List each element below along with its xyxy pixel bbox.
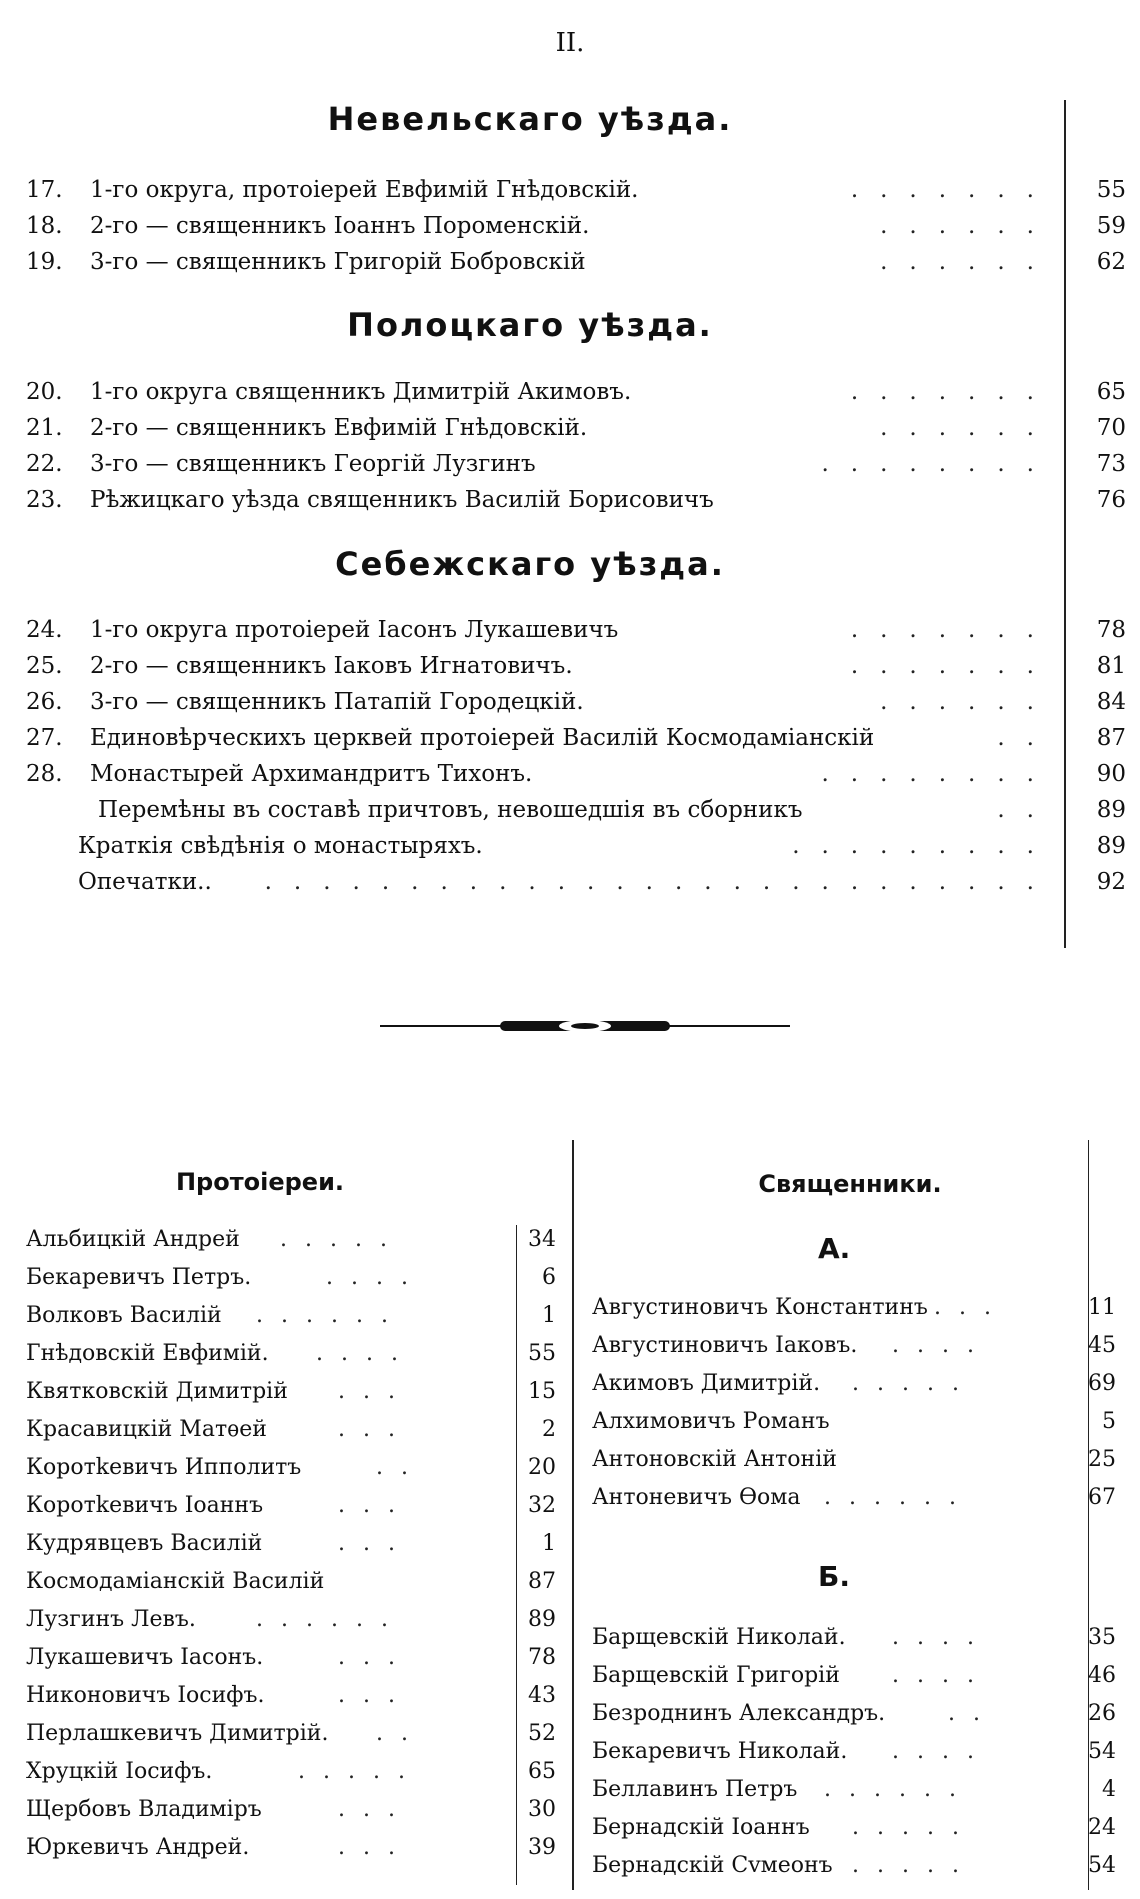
index-page: 89 xyxy=(528,1607,556,1632)
toc-page: 59 xyxy=(1096,213,1126,239)
leader-dots: ..... xyxy=(280,1227,405,1252)
index-name: Бернадскій Іоаннъ xyxy=(592,1815,810,1840)
toc-text: Краткія свѣдѣнія о монастыряхъ. xyxy=(78,833,483,859)
leader-dots: .. xyxy=(997,797,1056,823)
leader-dots: ...... xyxy=(880,415,1056,441)
index-heading-svyashchenniki: Священники. xyxy=(758,1170,942,1198)
list-item xyxy=(592,1442,1122,1478)
list-item xyxy=(592,1810,1122,1846)
toc-row xyxy=(26,720,1126,756)
toc-number: 22. xyxy=(26,451,63,477)
list-item xyxy=(26,1526,556,1562)
index-page: 78 xyxy=(528,1645,556,1670)
index-page: 32 xyxy=(528,1493,556,1518)
leader-dots: ... xyxy=(338,1531,413,1556)
list-item xyxy=(592,1480,1122,1516)
leader-dots: ..... xyxy=(852,1371,977,1396)
index-name: Кудрявцевъ Василій xyxy=(26,1531,263,1556)
list-item xyxy=(26,1792,556,1828)
index-page: 54 xyxy=(1088,1739,1116,1764)
leader-dots: ....... xyxy=(850,379,1056,405)
toc-page: 62 xyxy=(1096,249,1126,275)
index-name: Перлашкевичъ Димитрій. xyxy=(26,1721,329,1746)
index-name: Антоневичъ Ѳома xyxy=(592,1485,801,1510)
toc-text: 1-го округа, протоіерей Евфимій Гнѣдовскій. xyxy=(90,177,639,203)
toc-text: Единовѣрческихъ церквей протоіерей Василій Космодаміанскій xyxy=(90,725,875,751)
leader-dots: .. xyxy=(997,725,1056,751)
index-name: Гнѣдовскій Евфимій. xyxy=(26,1341,269,1366)
leader-dots: .. xyxy=(376,1721,426,1746)
index-page: 69 xyxy=(1088,1371,1116,1396)
toc-text: Монастырей Архимандритъ Тихонъ. xyxy=(90,761,533,787)
list-item xyxy=(592,1404,1122,1440)
leader-dots: ...... xyxy=(880,213,1056,239)
index-name: Алхимовичъ Романъ xyxy=(592,1409,830,1434)
index-name: Альбицкій Андрей xyxy=(26,1227,240,1252)
toc-page: 73 xyxy=(1096,451,1126,477)
toc-number: 19. xyxy=(26,249,63,275)
letter-heading-b: Б. xyxy=(818,1560,850,1593)
toc-text: Опечатки.. xyxy=(78,869,212,895)
index-page: 24 xyxy=(1088,1815,1116,1840)
index-page: 1 xyxy=(542,1531,556,1556)
index-name: Бекаревичъ Николай. xyxy=(592,1739,848,1764)
index-name: Бернадскій Сvмеонъ xyxy=(592,1853,833,1878)
index-page: 25 xyxy=(1088,1447,1116,1472)
leader-dots: ... xyxy=(934,1295,1009,1320)
index-name: Беллавинъ Петръ xyxy=(592,1777,798,1802)
index-page: 26 xyxy=(1088,1701,1116,1726)
index-name: Коротkевичъ Іоаннъ xyxy=(26,1493,264,1518)
index-page: 46 xyxy=(1088,1663,1116,1688)
toc-page: 76 xyxy=(1096,487,1126,513)
leader-dots: ... xyxy=(338,1493,413,1518)
toc-text: 1-го округа священникъ Димитрій Акимовъ. xyxy=(90,379,632,405)
toc-number: 17. xyxy=(26,177,63,203)
index-page: 43 xyxy=(528,1683,556,1708)
toc-number: 20. xyxy=(26,379,63,405)
leader-dots: ... xyxy=(338,1683,413,1708)
leader-dots: ........ xyxy=(821,451,1056,477)
leader-dots: .... xyxy=(892,1739,992,1764)
list-item xyxy=(26,1830,556,1866)
leader-dots: ...... xyxy=(824,1485,974,1510)
index-name: Барщевскій Николай. xyxy=(592,1625,846,1650)
leader-dots: .... xyxy=(892,1625,992,1650)
section-heading-polotsk: Полоцкаго уѣзда. xyxy=(347,306,713,344)
list-item xyxy=(26,1412,556,1448)
toc-row xyxy=(26,756,1126,792)
toc-row xyxy=(26,208,1126,244)
leader-dots: .... xyxy=(326,1265,426,1290)
leader-dots: .... xyxy=(892,1663,992,1688)
index-name: Акимовъ Димитрій. xyxy=(592,1371,821,1396)
toc-number: 28. xyxy=(26,761,63,787)
index-page: 65 xyxy=(528,1759,556,1784)
index-page: 4 xyxy=(1102,1777,1116,1802)
toc-column-rule xyxy=(1064,100,1066,948)
list-item xyxy=(592,1734,1122,1770)
index-name: Юркевичъ Андрей. xyxy=(26,1835,250,1860)
leader-dots: ..... xyxy=(298,1759,423,1784)
list-item xyxy=(26,1260,556,1296)
toc-text: Рѣжицкаго уѣзда священникъ Василій Борисовичъ xyxy=(90,487,714,513)
toc-number: 18. xyxy=(26,213,63,239)
toc-text: Перемѣны въ составѣ причтовъ, невошедшія въ сборникъ xyxy=(98,797,803,823)
index-name: Августиновичъ Іаковъ. xyxy=(592,1333,858,1358)
toc-number: 24. xyxy=(26,617,63,643)
index-name: Квятковскій Димитрій xyxy=(26,1379,288,1404)
list-item xyxy=(26,1336,556,1372)
list-item xyxy=(26,1374,556,1410)
toc-row xyxy=(26,612,1126,648)
leader-dots: ......... xyxy=(792,833,1056,859)
index-heading-protoierei: Протоіереи. xyxy=(175,1168,345,1196)
index-page: 11 xyxy=(1088,1295,1116,1320)
index-page: 52 xyxy=(528,1721,556,1746)
toc-page: 92 xyxy=(1096,869,1126,895)
leader-dots: ... xyxy=(338,1417,413,1442)
leader-dots: ....... xyxy=(850,177,1056,203)
list-item xyxy=(592,1848,1122,1884)
leader-dots: ....... xyxy=(850,617,1056,643)
letter-heading-a: А. xyxy=(818,1232,851,1265)
toc-row xyxy=(26,410,1126,446)
leader-dots: ...... xyxy=(880,249,1056,275)
index-page: 35 xyxy=(1088,1625,1116,1650)
leader-dots: ...... xyxy=(824,1777,974,1802)
index-page: 45 xyxy=(1088,1333,1116,1358)
toc-number: 21. xyxy=(26,415,63,441)
list-item xyxy=(592,1366,1122,1402)
toc-row xyxy=(26,244,1126,280)
toc-page: 65 xyxy=(1096,379,1126,405)
index-name: Бекаревичъ Петръ. xyxy=(26,1265,252,1290)
ornament-divider xyxy=(380,1018,790,1034)
index-page: 55 xyxy=(528,1341,556,1366)
toc-row xyxy=(26,374,1126,410)
toc-page: 87 xyxy=(1096,725,1126,751)
index-name: Коротkевичъ Ипполитъ xyxy=(26,1455,302,1480)
index-name: Красавицкій Матѳей xyxy=(26,1417,267,1442)
leader-dots: ...... xyxy=(880,689,1056,715)
index-name: Лузгинъ Левъ. xyxy=(26,1607,196,1632)
list-item xyxy=(26,1678,556,1714)
leader-dots: ........ xyxy=(821,761,1056,787)
toc-text: 2-го — священникъ Іоаннъ Пороменскій. xyxy=(90,213,590,239)
center-column-rule xyxy=(572,1140,574,1890)
page-number: II. xyxy=(555,28,585,58)
index-name: Безроднинъ Александръ. xyxy=(592,1701,886,1726)
index-page: 87 xyxy=(528,1569,556,1594)
index-page: 34 xyxy=(528,1227,556,1252)
list-item xyxy=(26,1298,556,1334)
index-name: Щербовъ Владиміръ xyxy=(26,1797,262,1822)
index-page: 1 xyxy=(542,1303,556,1328)
toc-row xyxy=(26,684,1126,720)
list-item xyxy=(26,1564,556,1600)
toc-page: 81 xyxy=(1096,653,1126,679)
list-item xyxy=(592,1658,1122,1694)
index-name: Антоновскій Антоній xyxy=(592,1447,837,1472)
toc-text: 3-го — священникъ Патапій Городецкій. xyxy=(90,689,584,715)
leader-dots: ...... xyxy=(256,1303,406,1328)
list-item xyxy=(26,1716,556,1752)
list-item xyxy=(592,1696,1122,1732)
list-item xyxy=(26,1488,556,1524)
index-page: 6 xyxy=(542,1265,556,1290)
list-item xyxy=(592,1328,1122,1364)
toc-row xyxy=(26,864,1126,900)
toc-number: 26. xyxy=(26,689,63,715)
toc-page: 55 xyxy=(1096,177,1126,203)
index-name: Волковъ Василій xyxy=(26,1303,222,1328)
section-heading-nevel: Невельскаго уѣзда. xyxy=(327,100,733,138)
leader-dots: ... xyxy=(338,1379,413,1404)
leader-dots: ...... xyxy=(256,1607,406,1632)
toc-row xyxy=(26,828,1126,864)
leader-dots: ... xyxy=(338,1797,413,1822)
toc-page: 90 xyxy=(1096,761,1126,787)
toc-number: 23. xyxy=(26,487,63,513)
index-name: Космодаміанскій Василій xyxy=(26,1569,325,1594)
toc-number: 27. xyxy=(26,725,63,751)
section-heading-sebezh: Себежскаго уѣзда. xyxy=(335,545,725,583)
toc-number: 25. xyxy=(26,653,63,679)
toc-row xyxy=(26,482,1126,518)
toc-text: 3-го — священникъ Георгій Лузгинъ xyxy=(90,451,536,477)
toc-text: 3-го — священникъ Григорій Бобровскій xyxy=(90,249,586,275)
index-page: 2 xyxy=(542,1417,556,1442)
index-page: 15 xyxy=(528,1379,556,1404)
index-page: 39 xyxy=(528,1835,556,1860)
leader-dots: ... xyxy=(338,1835,413,1860)
index-name: Лукашевичъ Іасонъ. xyxy=(26,1645,264,1670)
index-name: Барщевскій Григорій xyxy=(592,1663,840,1688)
index-name: Августиновичъ Константинъ xyxy=(592,1295,928,1320)
leader-dots: ..... xyxy=(852,1815,977,1840)
toc-page: 89 xyxy=(1096,833,1126,859)
toc-page: 89 xyxy=(1096,797,1126,823)
leader-dots: ........................... xyxy=(264,869,1056,895)
toc-row xyxy=(26,792,1126,828)
list-item xyxy=(592,1290,1122,1326)
index-page: 54 xyxy=(1088,1853,1116,1878)
leader-dots: ... xyxy=(338,1645,413,1670)
toc-row xyxy=(26,172,1126,208)
toc-text: 1-го округа протоіерей Іасонъ Лукашевичъ xyxy=(90,617,619,643)
index-name: Никоновичъ Іосифъ. xyxy=(26,1683,265,1708)
list-item xyxy=(592,1620,1122,1656)
list-item xyxy=(26,1754,556,1790)
list-item xyxy=(592,1772,1122,1808)
leader-dots: ..... xyxy=(852,1853,977,1878)
list-item xyxy=(26,1222,556,1258)
leader-dots: ....... xyxy=(850,653,1056,679)
leader-dots: .... xyxy=(316,1341,416,1366)
toc-page: 70 xyxy=(1096,415,1126,441)
toc-text: 2-го — священникъ Евфимій Гнѣдовскій. xyxy=(90,415,588,441)
leader-dots: .. xyxy=(376,1455,426,1480)
index-name: Хруцкій Іосифъ. xyxy=(26,1759,213,1784)
index-page: 5 xyxy=(1102,1409,1116,1434)
toc-text: 2-го — священникъ Іаковъ Игнатовичъ. xyxy=(90,653,573,679)
list-item xyxy=(26,1450,556,1486)
toc-row xyxy=(26,446,1126,482)
toc-row xyxy=(26,648,1126,684)
list-item xyxy=(26,1602,556,1638)
list-item xyxy=(26,1640,556,1676)
leader-dots: .. xyxy=(948,1701,998,1726)
index-page: 20 xyxy=(528,1455,556,1480)
toc-page: 78 xyxy=(1096,617,1126,643)
toc-page: 84 xyxy=(1096,689,1126,715)
leader-dots: .... xyxy=(892,1333,992,1358)
index-page: 30 xyxy=(528,1797,556,1822)
index-page: 67 xyxy=(1088,1485,1116,1510)
